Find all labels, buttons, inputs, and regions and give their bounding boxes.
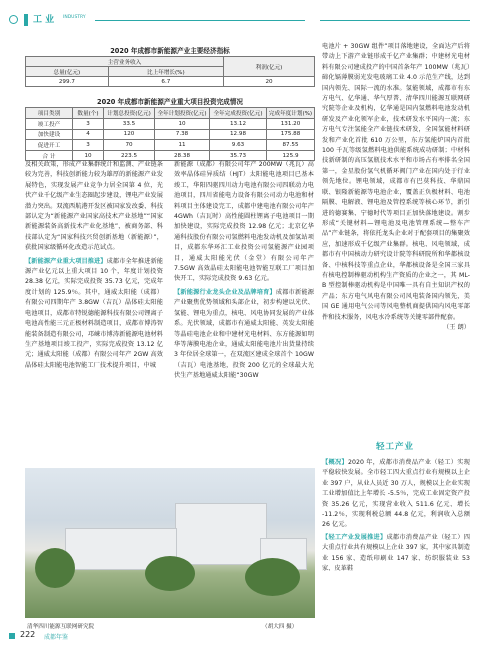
paragraph-text: 成都市消费品产业（轻工）四大重点行业共有规模以上企业 397 家，其中家具制造业 156 家、造纸印刷业 147 家、纺织服装业 53 家、皮革鞋 bbox=[322, 533, 470, 573]
table-cell: 9.63 bbox=[210, 140, 267, 151]
col-group-header: 主营业务收入 bbox=[26, 57, 224, 67]
table-cell: 加快建设 bbox=[26, 129, 73, 140]
table-row bbox=[26, 140, 315, 151]
footer-square-icon bbox=[9, 633, 15, 639]
table2-title: 2020 年成都市新能源产业重大项目投资完成情况 bbox=[97, 98, 243, 106]
paragraph bbox=[174, 288, 314, 382]
table-header-cell: 数量(个) bbox=[73, 108, 104, 119]
paragraph bbox=[25, 257, 163, 371]
paragraph-text: 2020 年，成都市消费品产业（轻工）实现平稳较快发展。全市轻工四大重点行业有规模以上企业 397 户，从业人员近 30 万人，规模以上企业实现工业增加值比上年增长 -5.5％，完成工业固定资产投资 35.26 亿元，实现营业收入 511.6 亿元、增长 -11.2％，实现利税总额 44.8 亿元，利润收入总额 26 亿元。 bbox=[322, 459, 471, 529]
table-cell: 促进开工 bbox=[26, 140, 73, 151]
subsection-heading: 【新能源产业重大项目推进】 bbox=[25, 257, 107, 265]
table-header-cell: 全年完成投资(亿元) bbox=[210, 108, 267, 119]
paragraph: 电池片 + 30GW 组件”项目落地建设，全面达产后将带动上下游产业链形成千亿产业集群；中建材光电材料有限公司建成投产的中国首条年产 100MW（兆瓦）碲化镉薄膜弱光发电玻璃工业 4.0 示范生产线，达到国内领先、国际一流的水准。氢能领域，成都市有东方电气、亿华通、华气厚普、清华四川能源互联网研究院等企业及机构，亿华通是国内氢燃料电池发动机研发及产业化领军企业，技术研发水平国内一流；东方电气专注氢能全产业链技术研发，全国氢能材料研发和产业化首批 610 万公里，东方氢能炉国内首批 100 千瓦等级氢燃料电池供能系统成功研制；中材科技新研制的高压氢瓶技术水平和市场占有率排名全国第一，金星股份氢气机循环阀门产业在国内处于行业领先地位。锂电领域，成都市有巴莫科技、华鼎国联、银隆新能源等电池企业，覆盖正负极材料、电池隔膜、电解液、锂电池及管控系统等核心环节，新引进的德赛集、宁德时代等项目正加快落地建设。割步形成“关键材料—锂电池及电池管理系统—整车产品”产业链条，将依托龙头企业对于配套项目的集聚效应，加速形成千亿级产业集群。核电、风电领域，成都市有中国核动力研究设计院等科研院所和华都核设备、中核科技等重点企业，华都核设备是全国三家具有核电控制棒驱动机构生产资质的企业之一，其 ML-B 型控制棒驱动机构是中国唯一具有自主知识产权的产品；东方电气风电有限公司风电装备国内领先，美国 GE 通用电气公司等风电整机商提供国内风电零部件和技术服务，风电水冷系统等关键零部件配套。 bbox=[322, 43, 470, 321]
paragraph bbox=[322, 458, 470, 531]
footer-yearbook-tag: 成都年鉴 bbox=[44, 634, 69, 641]
table-cell: 10 bbox=[73, 150, 104, 161]
table-cell: 70 bbox=[104, 140, 155, 151]
photo-caption: 清华四川能源互联网研究院 bbox=[27, 624, 95, 630]
page-number: 222 bbox=[20, 630, 36, 639]
table-cell: 120 bbox=[104, 129, 155, 140]
table-cell: 3 bbox=[73, 119, 104, 130]
paragraph-text: 成都市新能源产业聚焦优势领域和头部企业，初步构建以光伏、氢能、锂电为重点，核电、风电协同发展的产业体系。光伏领域，成都市有通威太阳能、英发太阳能等晶硅电池企业和中建材光电材料、东方能源如明华等薄膜电池企业，通威太阳能电池片出货量持续 3 年位居全球第一，在双流区建成全球首个 10GW（吉瓦）电池基地，投资 200 亿元的全球最大光伏生产基地通威太阳能“30GW bbox=[174, 288, 314, 380]
subsection-heading: 【新能源行业龙头企业及品牌培育】 bbox=[174, 288, 276, 296]
table-cell: 33.5 bbox=[104, 119, 155, 130]
table-cell: 12.98 bbox=[210, 129, 267, 140]
table-cell: 合 计 bbox=[26, 150, 73, 161]
paragraph-text: 成都市全年推进新能源产业亿元以上重大项目 10 个，年度计划投资 28.38 亿元，实际完成投资 35.73 亿元，完成年度计划的 125.9％。其中，通威太阳能（成都）有限公司四期年产 3.8GW（吉瓦）晶体硅太阳能电池项目，成都市特锐德能源科技有限公司锂离子电池高性能三元正极材料制造项目，成都市博涛智能装备制造有限公司，邛崃市博涛新能源电池材料生产基地项目竣工投产，实际完成投资 13.12 亿元；通威太阳能（成都）有限公司年产 2GW 高效晶体硅太阳能电池智能工厂技术提升项目，中城 bbox=[25, 257, 163, 369]
table-cell: 175.88 bbox=[267, 129, 315, 140]
paragraph: 及相关政策，形成产业集群统计和监测、产业链条较为完善，科技创新能力较为雄厚的新能源产业发展特色，实现发展产业竞争力居全国第 4 位，光伏产业千亿级产业生态圈起步建设，锂电产业发展潜力突出。双流西航港开发区被国家发改委、科技部认定为“新能源产业国家高技术产业基地”“国家新能源装备高新技术产业化基地”，被商务部、科技部认定为“国家科技兴贸创新基地（新能源）”，获批国家级循环化改造示范试点。 bbox=[25, 161, 163, 252]
profit-value: 20 bbox=[224, 77, 315, 87]
table-cell: 11 bbox=[155, 140, 210, 151]
subsection-heading: 【轻工产业发展推进】 bbox=[322, 533, 387, 541]
table-cell: 223.5 bbox=[104, 150, 155, 161]
economic-indicators-table bbox=[25, 56, 315, 87]
table-header-cell: 全年计划投资(亿元) bbox=[155, 108, 210, 119]
tree bbox=[245, 558, 300, 596]
section-label-en: INDUSTRY bbox=[63, 15, 86, 20]
table-row bbox=[26, 119, 315, 130]
tree bbox=[145, 556, 195, 591]
column-1 bbox=[25, 160, 163, 371]
table-cell: 131.20 bbox=[267, 119, 315, 130]
header-rule bbox=[95, 20, 305, 21]
total-value: 299.7 bbox=[26, 77, 109, 87]
table-cell: 7.38 bbox=[155, 129, 210, 140]
table1-title: 2020 年成都市新能源产业主要经济指标 bbox=[110, 47, 230, 55]
table-cell: 125.9 bbox=[267, 150, 315, 161]
paragraph: 新能源（成都）有限公司年产 200MW（兆瓦）高效率晶体硅异质结（HJT）太阳能电池项目已基本竣工，华阳四驱四川动力电池有限公司四联动力电池项目，四川省能电力设备有限公司动力电池和材料项目主体建设完工，成都中建电池有限公司年产 4GWh（吉瓦时）高性能圆柱锂离子电池项目一期加快建设，实际完成投资 12.98 亿元；北京亿华通科技股份有限公司氢燃料电池发动机及加氢站项目，成都东华环汇工业投资公司氢能源产业园项目，通威太阳能光伏（金堂）有限公司年产 7.5GW 高效晶硅太阳能电池智能互联工厂项目加快开工，实际完成投资 9.63 亿元。 bbox=[174, 161, 314, 283]
growth-header: 比上年增长(%) bbox=[108, 67, 223, 77]
page-header bbox=[0, 0, 480, 40]
growth-value: 6.7 bbox=[108, 77, 223, 87]
table-cell: 10 bbox=[155, 119, 210, 130]
project-investment-table bbox=[25, 107, 315, 161]
tree bbox=[35, 548, 75, 588]
header-rule-right bbox=[320, 20, 470, 21]
photo-research-institute bbox=[25, 468, 315, 618]
section-label: 工 业 bbox=[33, 15, 55, 25]
table-cell: 87.55 bbox=[267, 140, 315, 151]
subsection-heading: 【概况】 bbox=[322, 459, 349, 466]
column-3-lower bbox=[322, 458, 470, 574]
table-cell: 35.73 bbox=[210, 150, 267, 161]
header-circle-icon bbox=[9, 15, 18, 24]
table-header-cell: 计划总投资(亿元) bbox=[104, 108, 155, 119]
table-cell: 13.12 bbox=[210, 119, 267, 130]
table-header-cell: 完成年度计划(%) bbox=[267, 108, 315, 119]
photo-credit: （胡大四 摄） bbox=[262, 624, 298, 630]
profit-header: 利润(亿元) bbox=[224, 57, 315, 77]
table-cell: 4 bbox=[73, 129, 104, 140]
table-header-cell: 项目类别 bbox=[26, 108, 73, 119]
table-cell: 3 bbox=[73, 140, 104, 151]
author-sign: （王 朗） bbox=[443, 323, 470, 331]
total-header: 总量(亿元) bbox=[26, 67, 109, 77]
paragraph bbox=[322, 533, 470, 575]
header-accent-bar bbox=[24, 14, 28, 26]
table-cell: 28.38 bbox=[155, 150, 210, 161]
building bbox=[175, 503, 267, 565]
column-2 bbox=[174, 160, 314, 382]
table-row bbox=[26, 129, 315, 140]
column-3 bbox=[322, 42, 470, 432]
section-heading-light-industry: 轻工产业 bbox=[375, 442, 414, 452]
table-cell: 竣工投产 bbox=[26, 119, 73, 130]
